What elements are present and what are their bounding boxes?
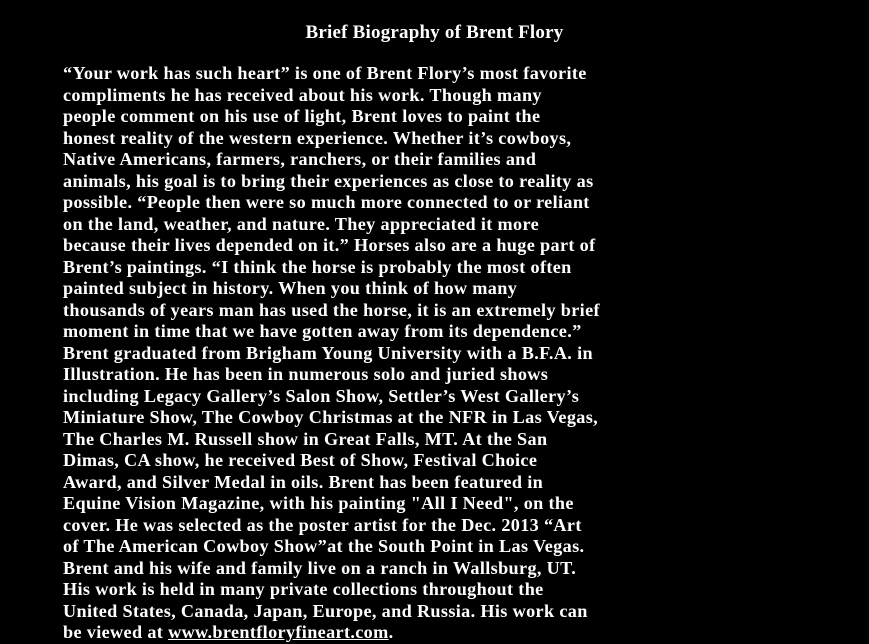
text-line: moment in time that we have gotten away from its dependence.” xyxy=(63,321,582,341)
text-line: cover. He was selected as the poster artist for the Dec. 2013 “Art xyxy=(63,514,582,535)
text-line: possible. “People then were so much more connected to or reliant xyxy=(63,192,590,212)
text-line: Award, and Silver Medal in oils. Brent has been featured in xyxy=(63,471,544,492)
text-line: animals, his goal is to bring their experiences as close to reality as xyxy=(63,170,594,191)
text-line: Equine Vision Magazine, with his painting "All I Need", on the xyxy=(63,493,574,513)
text-line: people comment on his use of light, Brent loves to paint the xyxy=(63,106,541,126)
text-line: Illustration. He has been in numerous solo and juried shows xyxy=(63,364,549,384)
page-title: Brief Biography of Brent Flory xyxy=(305,22,564,43)
text-line: “Your work has such heart” is one of Brent Flory’s most favorite xyxy=(63,63,587,83)
text-line: because their lives depended on it.” Horses also are a huge part of xyxy=(63,235,596,255)
text-line: honest reality of the western experience. Whether it’s cowboys, xyxy=(63,127,572,148)
text-line: thousands of years man has used the horse, it is an extremely brief xyxy=(63,299,600,320)
text-line-last xyxy=(63,622,863,644)
text-line: United States, Canada, Japan, Europe, and Russia. His work can xyxy=(63,600,588,621)
text-line: painted subject in history. When you think of how many xyxy=(63,278,518,298)
text-line: Brent and his wife and family live on a ranch in Wallsburg, UT. xyxy=(63,557,577,578)
text-line: Brent graduated from Brigham Young University with a B.F.A. in xyxy=(63,342,593,363)
last-line-prefix: be viewed at xyxy=(63,622,169,642)
website-link[interactable]: www.brentfloryfineart.com xyxy=(168,622,389,642)
biography-text xyxy=(63,63,863,644)
text-line: His work is held in many private collections throughout the xyxy=(63,579,544,599)
text-line: compliments he has received about his work. Though many xyxy=(63,84,542,105)
text-line: including Legacy Gallery’s Salon Show, Settler’s West Gallery’s xyxy=(63,385,580,406)
last-line-suffix: . xyxy=(388,622,394,642)
text-line: on the land, weather, and nature. They appreciated it more xyxy=(63,213,540,234)
text-line: Miniature Show, The Cowboy Christmas at the NFR in Las Vegas, xyxy=(63,407,599,427)
text-line: Brent’s paintings. “I think the horse is probably the most often xyxy=(63,256,572,277)
text-line: Native Americans, farmers, ranchers, or their families and xyxy=(63,149,537,169)
text-line: The Charles M. Russell show in Great Falls, MT. At the San xyxy=(63,428,548,449)
text-line: of The American Cowboy Show”at the South Point in Las Vegas. xyxy=(63,536,585,556)
text-line: Dimas, CA show, he received Best of Show, Festival Choice xyxy=(63,450,538,470)
